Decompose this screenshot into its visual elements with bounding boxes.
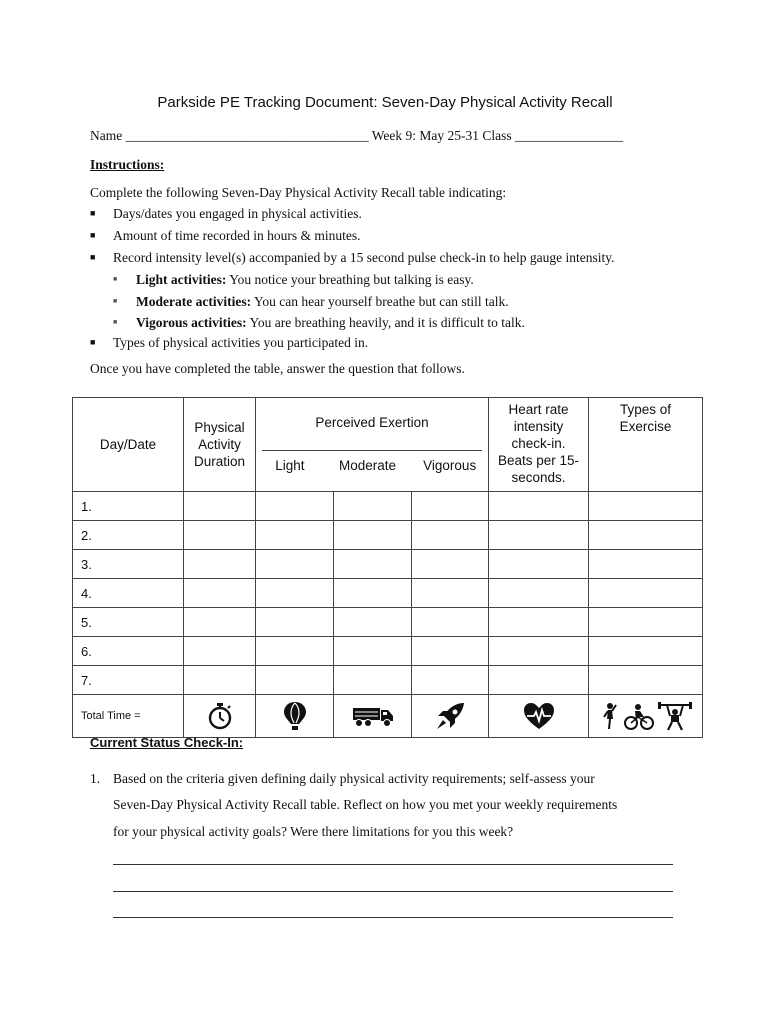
perceived-exertion-header	[256, 398, 489, 492]
heart-rate-header: Heart rate intensity check-in. Beats per 15-seconds.	[489, 398, 589, 492]
exercise-type-cell[interactable]	[589, 492, 703, 521]
table-row	[73, 521, 703, 550]
document-title: Parkside PE Tracking Document: Seven-Day Physical Activity Recall	[157, 94, 613, 111]
followup-text: Once you have completed the table, answer the question that follows.	[90, 361, 465, 376]
instruction-bullet: ■ Types of physical activities you participated in.	[90, 335, 369, 350]
heart-rate-cell[interactable]	[489, 521, 589, 550]
heart-rate-cell[interactable]	[489, 550, 589, 579]
question-line: Based on the criteria given defining daily physical activity requirements; self-assess your	[113, 771, 595, 786]
truck-icon	[334, 695, 412, 738]
question-number: 1.	[90, 771, 101, 786]
day-cell: 5.	[73, 608, 184, 637]
intensity-level-item: ■ Vigorous activities: You are breathing heavily, and it is difficult to talk.	[113, 315, 525, 330]
moderate-cell[interactable]	[334, 579, 412, 608]
table-row	[73, 579, 703, 608]
day-cell: 6.	[73, 637, 184, 666]
question-line: Seven-Day Physical Activity Recall table. Reflect on how you met your weekly requirements	[113, 797, 618, 812]
heart-rate-cell[interactable]	[489, 666, 589, 695]
light-cell[interactable]	[256, 579, 334, 608]
day-cell: 1.	[73, 492, 184, 521]
moderate-cell[interactable]	[334, 637, 412, 666]
light-cell[interactable]	[256, 666, 334, 695]
exertion-divider	[262, 450, 482, 451]
instruction-bullet: ■ Record intensity level(s) accompanied by a 15 second pulse check-in to help gauge intensity.	[90, 250, 615, 265]
vigorous-cell[interactable]	[412, 666, 489, 695]
moderate-cell[interactable]	[334, 521, 412, 550]
instruction-bullet: ■ Days/dates you engaged in physical activities.	[90, 206, 362, 221]
exercise-figures-icon	[589, 695, 703, 738]
perceived-exertion-title: Perceived Exertion	[315, 414, 429, 430]
bullet-square-icon: ■	[90, 230, 96, 240]
rocket-icon	[412, 695, 489, 738]
light-cell[interactable]	[256, 521, 334, 550]
vigorous-cell[interactable]	[412, 579, 489, 608]
exercise-types-header: Types of Exercise	[589, 398, 703, 492]
table-header-row	[73, 398, 703, 492]
light-cell[interactable]	[256, 550, 334, 579]
name-week-class-line: Name ____________________________________ Week 9: May 25-31 Class ________________	[90, 128, 624, 143]
checkin-heading: Current Status Check-In:	[90, 735, 244, 750]
sub-bullet-icon: ■	[113, 318, 118, 326]
moderate-cell[interactable]	[334, 608, 412, 637]
heart-rate-cell[interactable]	[489, 492, 589, 521]
sub-bullet-icon: ■	[113, 297, 118, 305]
day-cell: 7.	[73, 666, 184, 695]
vigorous-cell[interactable]	[412, 608, 489, 637]
duration-cell[interactable]	[184, 521, 256, 550]
total-time-row	[73, 695, 703, 738]
table-row	[73, 637, 703, 666]
answer-line[interactable]	[113, 864, 673, 865]
total-time-label: Total Time =	[73, 695, 184, 738]
duration-cell[interactable]	[184, 637, 256, 666]
answer-line[interactable]	[113, 917, 673, 918]
heart-pulse-icon	[489, 695, 589, 738]
instructions-intro: Complete the following Seven-Day Physical Activity Recall table indicating:	[90, 185, 507, 200]
table-row	[73, 666, 703, 695]
vigorous-label: Vigorous	[423, 457, 477, 473]
instruction-bullet: ■ Amount of time recorded in hours & minutes.	[90, 228, 361, 243]
vigorous-cell[interactable]	[412, 550, 489, 579]
table-row	[73, 608, 703, 637]
intensity-level-item: ■ Light activities: You notice your breathing but talking is easy.	[113, 272, 474, 287]
instructions-heading: Instructions:	[90, 157, 165, 172]
answer-line[interactable]	[113, 891, 673, 892]
vigorous-cell[interactable]	[412, 637, 489, 666]
moderate-cell[interactable]	[334, 666, 412, 695]
day-cell: 3.	[73, 550, 184, 579]
table-row	[73, 550, 703, 579]
duration-cell[interactable]	[184, 579, 256, 608]
duration-cell[interactable]	[184, 492, 256, 521]
sub-bullet-icon: ■	[113, 275, 118, 283]
duration-cell[interactable]	[184, 550, 256, 579]
moderate-label: Moderate	[339, 457, 397, 473]
bullet-square-icon: ■	[90, 337, 96, 347]
duration-header: Physical Activity Duration	[184, 398, 256, 492]
activity-recall-table	[72, 397, 703, 738]
table-row	[73, 492, 703, 521]
light-label: Light	[275, 457, 305, 473]
light-cell[interactable]	[256, 637, 334, 666]
exercise-type-cell[interactable]	[589, 608, 703, 637]
light-cell[interactable]	[256, 608, 334, 637]
heart-rate-cell[interactable]	[489, 637, 589, 666]
vigorous-cell[interactable]	[412, 521, 489, 550]
exercise-type-cell[interactable]	[589, 637, 703, 666]
heart-rate-cell[interactable]	[489, 608, 589, 637]
vigorous-cell[interactable]	[412, 492, 489, 521]
day-cell: 4.	[73, 579, 184, 608]
heart-rate-cell[interactable]	[489, 579, 589, 608]
stopwatch-icon	[184, 695, 256, 738]
duration-cell[interactable]	[184, 608, 256, 637]
hot-air-balloon-icon	[256, 695, 334, 738]
moderate-cell[interactable]	[334, 550, 412, 579]
moderate-cell[interactable]	[334, 492, 412, 521]
light-cell[interactable]	[256, 492, 334, 521]
exercise-type-cell[interactable]	[589, 550, 703, 579]
bullet-square-icon: ■	[90, 252, 96, 262]
intensity-level-item: ■ Moderate activities: You can hear yourself breathe but can still talk.	[113, 294, 509, 309]
exercise-type-cell[interactable]	[589, 521, 703, 550]
exercise-type-cell[interactable]	[589, 579, 703, 608]
exercise-type-cell[interactable]	[589, 666, 703, 695]
day-date-header: Day/Date	[73, 398, 184, 492]
question-line: for your physical activity goals? Were there limitations for you this week?	[113, 824, 514, 839]
bullet-square-icon: ■	[90, 208, 96, 218]
day-cell: 2.	[73, 521, 184, 550]
duration-cell[interactable]	[184, 666, 256, 695]
